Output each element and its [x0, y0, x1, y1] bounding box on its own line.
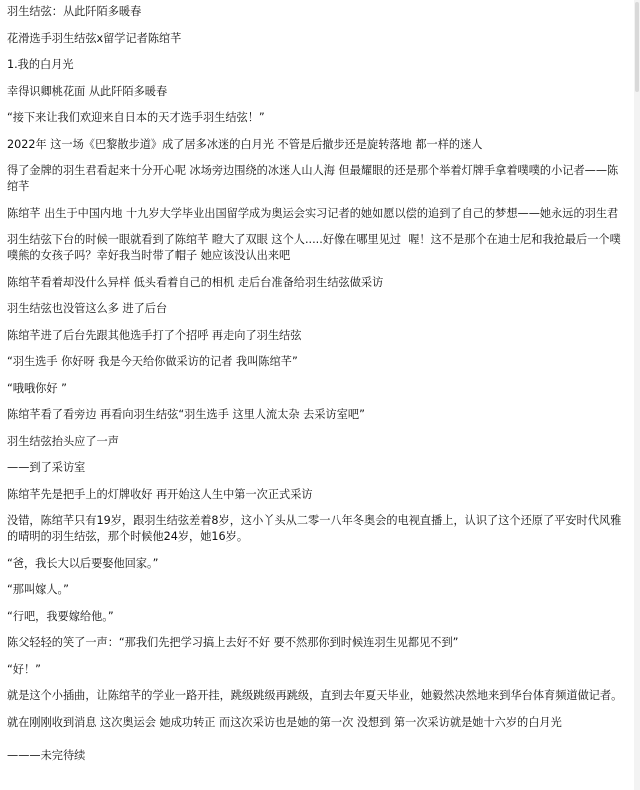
paragraph: “接下来让我们欢迎来自日本的天才选手羽生结弦！”	[7, 111, 265, 124]
paragraph: “好！”	[7, 662, 41, 676]
paragraph: 2022年 这一场《巴黎散步道》成了居多冰迷的白月光 不管是后撤步还是旋转落地 都一样的迷人	[7, 137, 483, 151]
paragraph: 陈绾芊看了看旁边 再看向羽生结弦“羽生选手 这里人流太杂 去采访室吧”	[7, 408, 365, 421]
paragraph: 就是这个小插曲，让陈绾芊的学业一路开挂，跳级跳级再跳级，直到去年夏天毕业，她毅然决然地来到华台体育频道做记者。	[7, 689, 623, 702]
paragraph: “爸，我长大以后要娶他回家。”	[7, 556, 159, 570]
paragraph: 羽生结弦也没管这么多 进了后台	[7, 302, 168, 315]
paragraph: 就在刚刚收到消息 这次奥运会 她成功转正 而这次采访也是她的第一次 没想到 第一次采访就是她十六岁的白月光	[7, 715, 562, 729]
chapter-heading: 1.我的白月光	[7, 58, 74, 71]
paragraph: 羽生结弦下台的时候一眼就看到了陈绾芊 瞪大了双眼 这个人.....好像在哪里见过 喔！这不是那个在迪士尼和我抢最后一个噗噗熊的女孩子吗？幸好我当时带了帽子 她应该没认出来吧	[7, 233, 621, 262]
paragraph: 陈绾芊 出生于中国内地 十九岁大学毕业出国留学成为奥运会实习记者的她如愿以偿的追到了自己的梦想——她永远的羽生君	[7, 206, 619, 220]
paragraph: “行吧，我要嫁给他。”	[7, 609, 114, 623]
document-body	[7, 4, 625, 774]
paragraph: 羽生结弦抬头应了一声	[7, 434, 119, 448]
paragraph: “那叫嫁人。”	[7, 583, 69, 596]
to-be-continued-note: ———未完待续	[7, 748, 86, 762]
vertical-scrollbar[interactable]	[634, 0, 640, 790]
paragraph: 陈父轻轻的笑了一声：“那我们先把学习搞上去好不好 要不然那你到时候连羽生见都见不到”	[7, 636, 459, 649]
paragraph: 陈绾芊看着却没什么异样 低头看着自己的相机 走后台准备给羽生结弦做采访	[7, 275, 384, 289]
paragraph: 陈绾芊先是把手上的灯牌收好 再开始这人生中第一次正式采访	[7, 487, 313, 501]
paragraph: “哦哦你好 ”	[7, 381, 67, 395]
scrollbar-thumb[interactable]	[635, 2, 639, 92]
article-title: 羽生结弦：从此阡陌多暖春	[7, 5, 142, 18]
paragraph: ——到了采访室	[7, 461, 86, 474]
paragraph: “羽生选手 你好呀 我是今天给你做采访的记者 我叫陈绾芊”	[7, 355, 298, 368]
article-subtitle: 花滑选手羽生结弦x留学记者陈绾芊	[7, 31, 182, 45]
paragraph: 幸得识卿桃花面 从此阡陌多暖春	[7, 84, 168, 98]
paragraph: 没错，陈绾芊只有19岁，跟羽生结弦差着8岁，这小丫头从二零一八年冬奥会的电视直播上，认识了这个还原了平安时代风雅的晴明的羽生结弦，那个时候他24岁，她16岁。	[7, 514, 622, 543]
paragraph: 得了金牌的羽生君看起来十分开心呢 冰场旁边围绕的冰迷人山人海 但最耀眼的还是那个举着灯牌手拿着噗噗的小记者——陈绾芊	[7, 164, 619, 193]
paragraph: 陈绾芊进了后台先跟其他选手打了个招呼 再走向了羽生结弦	[7, 328, 302, 342]
